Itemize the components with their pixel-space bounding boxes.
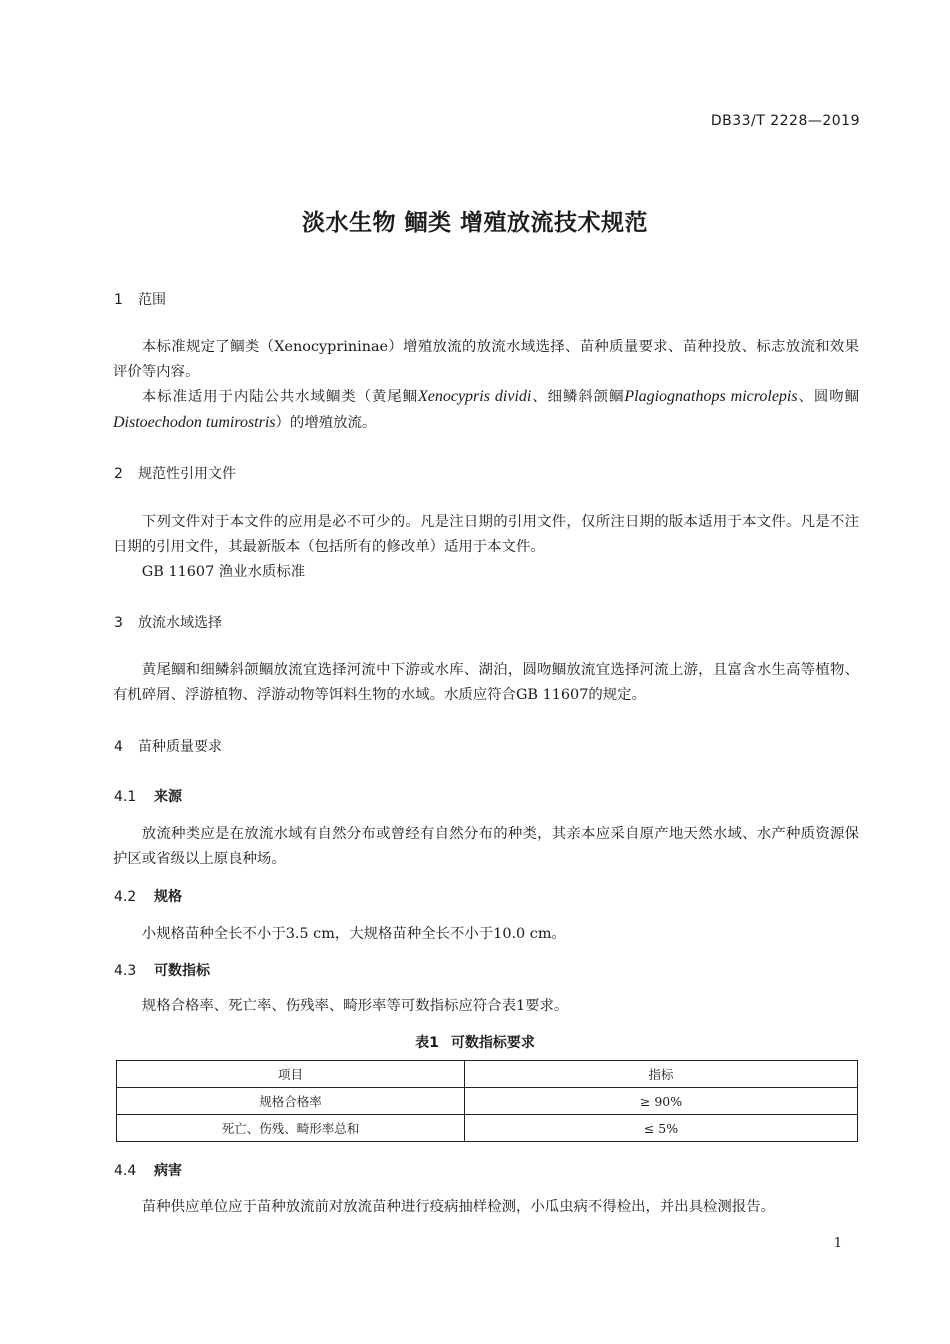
section-title: 放流水域选择 (138, 615, 222, 631)
section-number: 1 (114, 292, 123, 308)
section-3-paragraph-1: 黄尾鲴和细鳞斜颌鲴放流宜选择河流中下游或水库、湖泊，圆吻鲴放流宜选择河流上游，且富含水生高等植物、有机碎屑、浮游植物、浮游动物等饵料生物的水域。水质应符合GB 11607的规定。 (113, 662, 859, 703)
table-cell: 死亡、伤残、畸形率总和 (117, 1115, 465, 1142)
table-row (117, 1088, 858, 1115)
table-label: 表1 (415, 1035, 439, 1051)
table-cell: ≤ 5% (465, 1115, 858, 1142)
text-run: 本标准适用于内陆公共水域鲴类（黄尾鲴 (141, 389, 418, 405)
species-name: Distoechodon tumirostris (113, 414, 276, 431)
section-number: 2 (114, 466, 123, 482)
subsection-title: 病害 (154, 1163, 182, 1179)
section-1-heading (114, 289, 166, 309)
section-2-paragraph-1: 下列文件对于本文件的应用是必不可少的。凡是注日期的引用文件，仅所注日期的版本适用于本文件。凡是不注日期的引用文件，其最新版本（包括所有的修改单）适用于本文件。 (113, 514, 859, 555)
section-number: 3 (114, 615, 123, 631)
section-2-heading (114, 463, 236, 483)
subsection-number: 4.1 (114, 789, 137, 805)
section-1-paragraph-1: 本标准规定了鲴类（Xenocyprininae）增殖放流的放流水域选择、苗种质量要求、苗种投放、标志放流和效果评价等内容。 (113, 339, 859, 380)
text-run: 、圆吻鲴 (797, 389, 859, 405)
section-3-heading (114, 612, 222, 632)
table-header-row (117, 1061, 858, 1088)
subsection-title: 规格 (154, 889, 182, 905)
standard-code: DB33/T 2228—2019 (710, 113, 860, 129)
section-number: 4 (114, 739, 123, 755)
section-1-paragraph-2 (113, 384, 859, 436)
subsection-4-4-paragraph: 苗种供应单位应于苗种放流前对放流苗种进行疫病抽样检测，小瓜虫病不得检出，并出具检测报告。 (141, 1199, 775, 1215)
text-run: ）的增殖放流。 (275, 415, 377, 431)
subsection-number: 4.4 (114, 1163, 137, 1179)
subsection-4-2-paragraph: 小规格苗种全长不小于3.5 cm，大规格苗种全长不小于10.0 cm。 (141, 926, 566, 942)
section-4-heading (114, 736, 222, 756)
document-title: 淡水生物 鲴类 增殖放流技术规范 (301, 210, 648, 236)
species-name: Plagiognathops microlepis (624, 388, 798, 405)
section-title: 苗种质量要求 (138, 739, 222, 755)
subsection-4-1-heading (114, 786, 182, 806)
table-1-caption (0, 1032, 950, 1052)
page-number: 1 (833, 1236, 842, 1251)
header-cell-indicator: 指标 (465, 1061, 858, 1088)
table-row (117, 1115, 858, 1142)
section-title: 规范性引用文件 (138, 466, 236, 482)
section-title: 范围 (138, 292, 166, 308)
header-cell-item: 项目 (117, 1061, 465, 1088)
subsection-title: 来源 (154, 789, 182, 805)
countable-indicators-table (116, 1060, 858, 1142)
table-cell: ≥ 90% (465, 1088, 858, 1115)
table-cell: 规格合格率 (117, 1088, 465, 1115)
subsection-4-2-heading (114, 886, 182, 906)
subsection-number: 4.2 (114, 889, 137, 905)
subsection-4-3-heading (114, 960, 210, 980)
table-title: 可数指标要求 (450, 1035, 535, 1051)
subsection-4-1-paragraph: 放流种类应是在放流水域有自然分布或曾经有自然分布的种类，其亲本应采自原产地天然水域、水产种质资源保护区或省级以上原良种场。 (113, 826, 859, 867)
species-name: Xenocypris dividi (417, 388, 532, 405)
text-run: 、细鳞斜颌鲴 (531, 389, 625, 405)
normative-reference: GB 11607 渔业水质标准 (141, 564, 306, 580)
subsection-4-3-paragraph: 规格合格率、死亡率、伤残率、畸形率等可数指标应符合表1要求。 (141, 998, 569, 1014)
subsection-number: 4.3 (114, 963, 137, 979)
subsection-4-4-heading (114, 1160, 182, 1180)
subsection-title: 可数指标 (154, 963, 210, 979)
